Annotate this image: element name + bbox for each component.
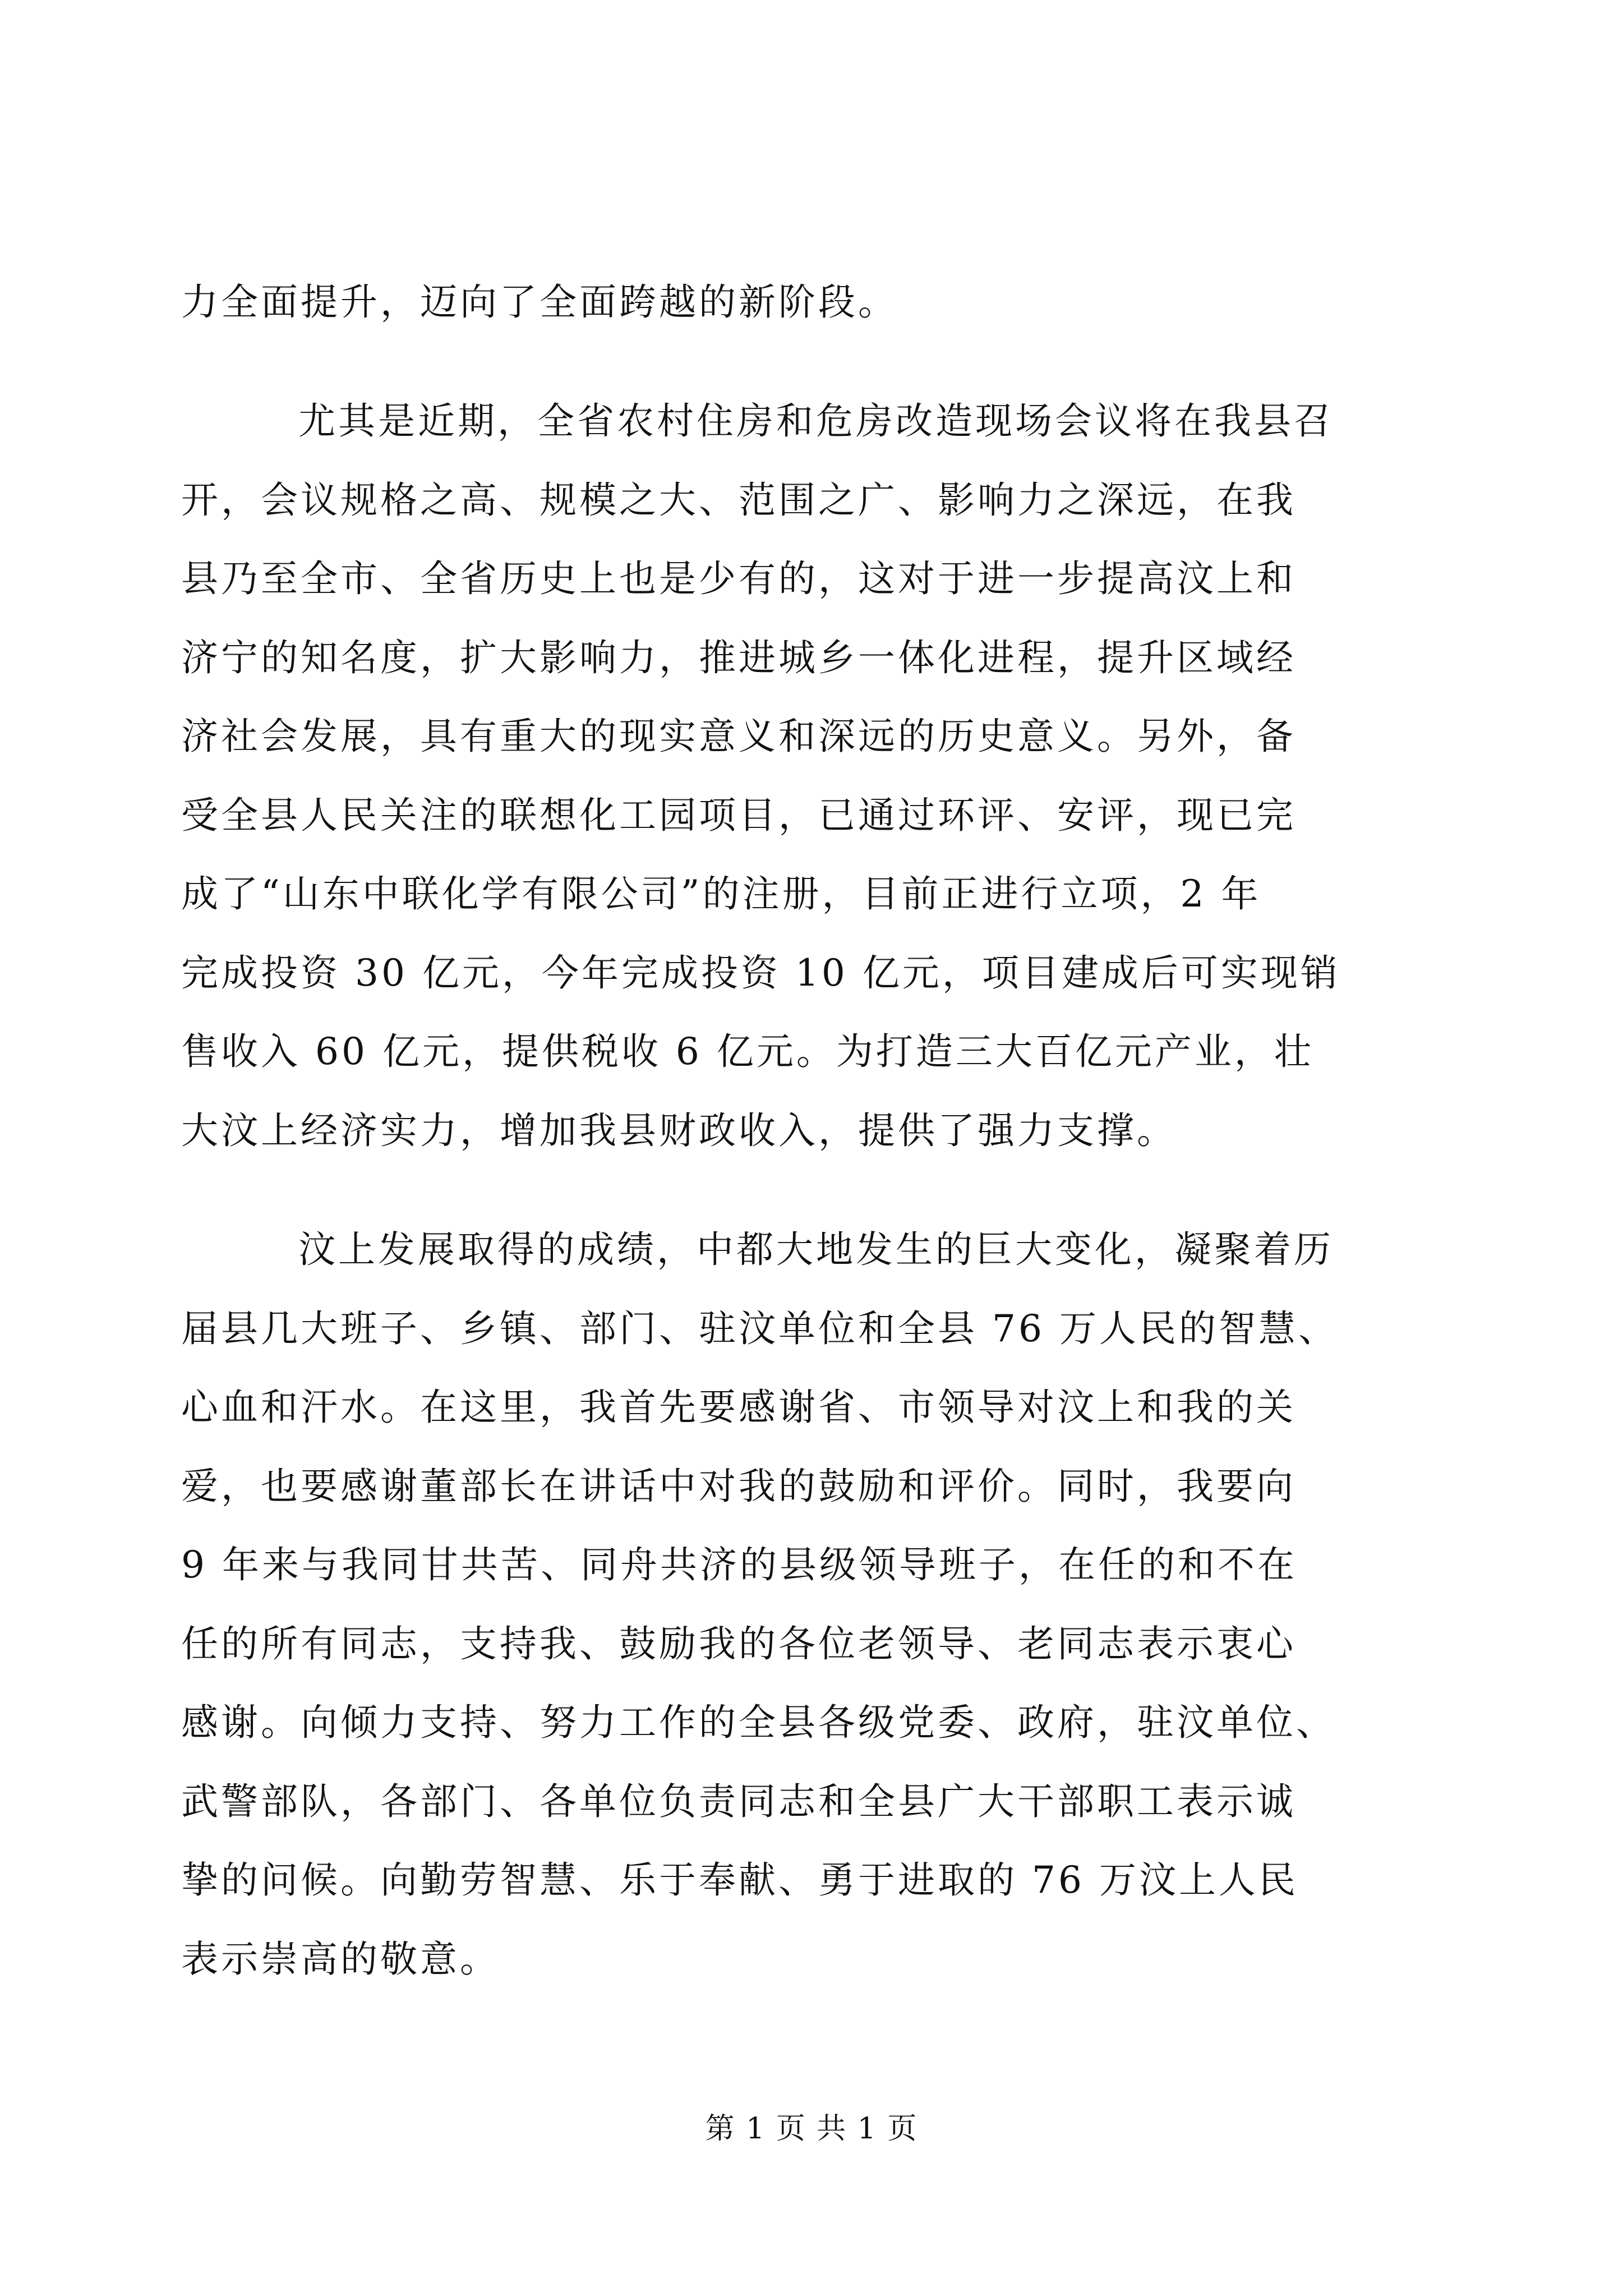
text-line: 济宁的知名度，扩大影响力，推进城乡一体化进程，提升区域经 (181, 636, 1296, 679)
text-line: 心血和汗水。在这里，我首先要感谢省、市领导对汶上和我的关 (181, 1386, 1296, 1429)
text-line: 9 年来与我同甘共苦、同舟共济的县级领导班子，在任的和不在 (181, 1543, 1297, 1586)
text-line: 开，会议规格之高、规模之大、范围之广、影响力之深远，在我 (181, 478, 1296, 522)
text-line: 表示崇高的敬意。 (181, 1938, 500, 1981)
text-line: 成了“山东中联化学有限公司”的注册，目前正进行立项，2 年 (181, 872, 1261, 915)
text-line: 届县几大班子、乡镇、部门、驻汶单位和全县 76 万人民的智慧、 (181, 1307, 1338, 1350)
text-line: 任的所有同志，支持我、鼓励我的各位老领导、老同志表示衷心 (181, 1622, 1296, 1665)
text-line: 爱，也要感谢董部长在讲话中对我的鼓励和评价。同时，我要向 (181, 1465, 1296, 1508)
text-line: 济社会发展，具有重大的现实意义和深远的历史意义。另外，备 (181, 715, 1296, 758)
text-line: 完成投资 30 亿元，今年完成投资 10 亿元，项目建成后可实现销 (181, 951, 1340, 995)
text-line: 大汶上经济实力，增加我县财政收入，提供了强力支撑。 (181, 1109, 1177, 1152)
paragraph-first-line: 尤其是近期，全省农村住房和危房改造现场会议将在我县召 (298, 399, 1334, 443)
text-line: 挚的问候。向勤劳智慧、乐于奉献、勇于进取的 76 万汶上人民 (181, 1858, 1298, 1902)
paragraph-first-line: 汶上发展取得的成绩，中都大地发生的巨大变化，凝聚着历 (298, 1228, 1334, 1271)
text-line: 售收入 60 亿元，提供税收 6 亿元。为打造三大百亿元产业，壮 (181, 1030, 1314, 1073)
text-line: 感谢。向倾力支持、努力工作的全县各级党委、政府，驻汶单位、 (181, 1701, 1336, 1744)
page-number-footer: 第 1 页 共 1 页 (705, 2112, 918, 2146)
text-line: 力全面提升，迈向了全面跨越的新阶段。 (181, 280, 898, 324)
text-line: 县乃至全市、全省历史上也是少有的，这对于进一步提高汶上和 (181, 557, 1296, 600)
text-line: 武警部队，各部门、各单位负责同志和全县广大干部职工表示诚 (181, 1780, 1296, 1823)
text-line: 受全县人民关注的联想化工园项目，已通过环评、安评，现已完 (181, 794, 1296, 837)
